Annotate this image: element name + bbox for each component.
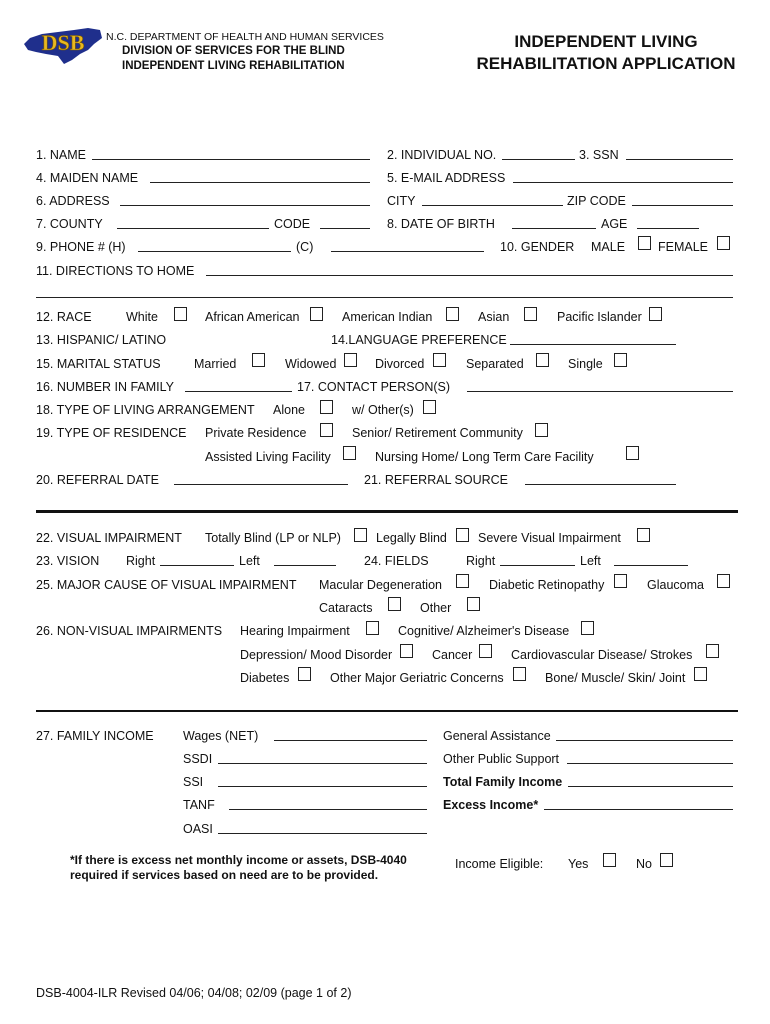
email-field[interactable]	[513, 182, 733, 183]
with-others-label: w/ Other(s)	[352, 403, 414, 417]
race-white-label: White	[126, 310, 158, 324]
dob-label: 8. DATE OF BIRTH	[387, 217, 495, 231]
vision-left-label: Left	[239, 554, 260, 568]
marital-label: 15. MARITAL STATUS	[36, 357, 161, 371]
directions-field-line2[interactable]	[36, 297, 733, 298]
race-pacific-label: Pacific Islander	[557, 310, 642, 324]
address-label: 6. ADDRESS	[36, 194, 110, 208]
race-label: 12. RACE	[36, 310, 92, 324]
ssdi-label: SSDI	[183, 752, 213, 766]
referral-source-field[interactable]	[525, 484, 676, 485]
vision-right-field[interactable]	[160, 565, 234, 566]
living-label: 18. TYPE OF LIVING ARRANGEMENT	[36, 403, 255, 417]
gender-label: 10. GENDER	[500, 240, 575, 254]
nursing-home-checkbox[interactable]	[626, 446, 639, 460]
individual-no-label: 2. INDIVIDUAL NO.	[387, 148, 497, 162]
city-field[interactable]	[422, 205, 563, 206]
residence-label: 19. TYPE OF RESIDENCE	[36, 426, 187, 440]
directions-field[interactable]	[206, 275, 733, 276]
directions-label: 11. DIRECTIONS TO HOME	[36, 264, 195, 278]
totally-blind-label: Totally Blind (LP or NLP)	[205, 531, 341, 545]
hearing-label: Hearing Impairment	[240, 624, 350, 638]
bone-checkbox[interactable]	[694, 667, 707, 681]
alone-label: Alone	[273, 403, 305, 417]
fields-left-field[interactable]	[614, 565, 688, 566]
depression-label: Depression/ Mood Disorder	[240, 648, 393, 662]
total-income-field[interactable]	[568, 786, 733, 787]
referral-date-field[interactable]	[174, 484, 348, 485]
tanf-label: TANF	[183, 798, 215, 812]
dsb-logo-text: DSB	[41, 30, 85, 55]
glaucoma-checkbox[interactable]	[717, 574, 730, 588]
male-label: MALE	[591, 240, 626, 254]
division-name: DIVISION OF SERVICES FOR THE BLIND	[122, 45, 345, 57]
totally-blind-checkbox[interactable]	[354, 528, 367, 542]
single-checkbox[interactable]	[614, 353, 627, 367]
language-field[interactable]	[510, 344, 676, 345]
race-indian-checkbox[interactable]	[446, 307, 459, 321]
section-divider-2	[36, 710, 738, 712]
excess-note-line1: *If there is excess net monthly income or assets, DSB-4040	[70, 853, 407, 867]
address-field[interactable]	[120, 205, 370, 206]
visual-impairment-label: 22. VISUAL IMPAIRMENT	[36, 531, 182, 545]
age-field[interactable]	[637, 228, 699, 229]
senior-community-checkbox[interactable]	[535, 423, 548, 437]
major-cause-label: 25. MAJOR CAUSE OF VISUAL IMPAIRMENT	[36, 578, 297, 592]
severe-impairment-checkbox[interactable]	[637, 528, 650, 542]
county-label: 7. COUNTY	[36, 217, 103, 231]
excess-note-line2: required if services based on need are to be provided.	[70, 868, 379, 882]
nonvisual-label: 26. NON-VISUAL IMPAIRMENTS	[36, 624, 223, 638]
maiden-name-field[interactable]	[150, 182, 370, 183]
program-name: INDEPENDENT LIVING REHABILITATION	[122, 60, 345, 72]
cataracts-label: Cataracts	[319, 601, 373, 615]
name-label: 1. NAME	[36, 148, 87, 162]
legally-blind-checkbox[interactable]	[456, 528, 469, 542]
cancer-checkbox[interactable]	[479, 644, 492, 658]
geriatric-checkbox[interactable]	[513, 667, 526, 681]
age-label: AGE	[601, 217, 628, 231]
vision-right-label: Right	[126, 554, 156, 568]
hispanic-label: 13. HISPANIC/ LATINO	[36, 333, 167, 347]
total-income-label: Total Family Income	[443, 775, 563, 789]
cancer-label: Cancer	[432, 648, 473, 662]
form-footer: DSB-4004-ILR Revised 04/06; 04/08; 02/09 (page 1 of 2)	[36, 986, 352, 1000]
married-checkbox[interactable]	[252, 353, 265, 367]
glaucoma-label: Glaucoma	[647, 578, 704, 592]
income-eligible-label: Income Eligible:	[455, 857, 544, 871]
race-asian-checkbox[interactable]	[524, 307, 537, 321]
individual-no-field[interactable]	[502, 159, 575, 160]
fields-right-label: Right	[466, 554, 496, 568]
race-african-checkbox[interactable]	[310, 307, 323, 321]
legally-blind-label: Legally Blind	[376, 531, 447, 545]
number-family-label: 16. NUMBER IN FAMILY	[36, 380, 174, 394]
referral-date-label: 20. REFERRAL DATE	[36, 473, 159, 487]
vision-left-field[interactable]	[274, 565, 336, 566]
ssdi-field[interactable]	[218, 763, 427, 764]
race-asian-label: Asian	[478, 310, 510, 324]
ssi-label: SSI	[183, 775, 204, 789]
form-title-line2: REHABILITATION APPLICATION	[476, 54, 736, 73]
county-field[interactable]	[117, 228, 269, 229]
zip-label: ZIP CODE	[567, 194, 626, 208]
nursing-home-label: Nursing Home/ Long Term Care Facility	[375, 450, 594, 464]
diabetic-retinopathy-label: Diabetic Retinopathy	[489, 578, 605, 592]
macular-checkbox[interactable]	[456, 574, 469, 588]
family-income-label: 27. FAMILY INCOME	[36, 729, 154, 743]
cardio-label: Cardiovascular Disease/ Strokes	[511, 648, 693, 662]
private-residence-label: Private Residence	[205, 426, 307, 440]
general-assistance-field[interactable]	[556, 740, 733, 741]
phone-cell-label: (C)	[296, 240, 314, 254]
ssn-field[interactable]	[626, 159, 733, 160]
phone-home-label: 9. PHONE # (H)	[36, 240, 126, 254]
section-divider-1	[36, 510, 738, 513]
other-cause-checkbox[interactable]	[467, 597, 480, 611]
ssn-label: 3. SSN	[579, 148, 619, 162]
race-indian-label: American Indian	[342, 310, 433, 324]
vision-label: 23. VISION	[36, 554, 100, 568]
wages-field[interactable]	[274, 740, 427, 741]
divorced-checkbox[interactable]	[433, 353, 446, 367]
maiden-name-label: 4. MAIDEN NAME	[36, 171, 139, 185]
form-title-line1: INDEPENDENT LIVING	[514, 32, 698, 51]
male-checkbox[interactable]	[638, 236, 651, 250]
general-assistance-label: General Assistance	[443, 729, 551, 743]
assisted-living-label: Assisted Living Facility	[205, 450, 331, 464]
cognitive-checkbox[interactable]	[581, 621, 594, 635]
geriatric-label: Other Major Geriatric Concerns	[330, 671, 504, 685]
separated-checkbox[interactable]	[536, 353, 549, 367]
code-label: CODE	[274, 217, 311, 231]
senior-community-label: Senior/ Retirement Community	[352, 426, 523, 440]
diabetes-checkbox[interactable]	[298, 667, 311, 681]
contact-field[interactable]	[467, 391, 733, 392]
widowed-checkbox[interactable]	[344, 353, 357, 367]
phone-home-field[interactable]	[138, 251, 291, 252]
diabetic-retinopathy-checkbox[interactable]	[614, 574, 627, 588]
zip-field[interactable]	[632, 205, 733, 206]
alone-checkbox[interactable]	[320, 400, 333, 414]
fields-left-label: Left	[580, 554, 601, 568]
bone-label: Bone/ Muscle/ Skin/ Joint	[545, 671, 686, 685]
dob-field[interactable]	[512, 228, 596, 229]
eligible-yes-label: Yes	[568, 857, 589, 871]
oasi-field[interactable]	[218, 833, 427, 834]
city-label: CITY	[387, 194, 416, 208]
eligible-yes-checkbox[interactable]	[603, 853, 616, 867]
language-label: 14.LANGUAGE PREFERENCE	[331, 333, 507, 347]
cardio-checkbox[interactable]	[706, 644, 719, 658]
race-pacific-checkbox[interactable]	[649, 307, 662, 321]
dept-name: N.C. DEPARTMENT OF HEALTH AND HUMAN SERVICES	[106, 31, 384, 43]
email-label: 5. E-MAIL ADDRESS	[387, 171, 506, 185]
depression-checkbox[interactable]	[400, 644, 413, 658]
diabetes-label: Diabetes	[240, 671, 290, 685]
number-family-field[interactable]	[185, 391, 292, 392]
excess-income-field[interactable]	[544, 809, 733, 810]
female-label: FEMALE	[658, 240, 709, 254]
hearing-checkbox[interactable]	[366, 621, 379, 635]
wages-label: Wages (NET)	[183, 729, 259, 743]
other-cause-label: Other	[420, 601, 452, 615]
eligible-no-label: No	[636, 857, 652, 871]
code-field[interactable]	[320, 228, 370, 229]
eligible-no-checkbox[interactable]	[660, 853, 673, 867]
ssi-field[interactable]	[218, 786, 427, 787]
fields-label: 24. FIELDS	[364, 554, 429, 568]
name-field[interactable]	[92, 159, 370, 160]
fields-right-field[interactable]	[500, 565, 575, 566]
excess-income-label: Excess Income*	[443, 798, 539, 812]
referral-source-label: 21. REFERRAL SOURCE	[364, 473, 509, 487]
with-others-checkbox[interactable]	[423, 400, 436, 414]
married-label: Married	[194, 357, 237, 371]
separated-label: Separated	[466, 357, 524, 371]
private-residence-checkbox[interactable]	[320, 423, 333, 437]
tanf-field[interactable]	[229, 809, 427, 810]
other-public-field[interactable]	[567, 763, 733, 764]
severe-impairment-label: Severe Visual Impairment	[478, 531, 621, 545]
other-public-label: Other Public Support	[443, 752, 560, 766]
divorced-label: Divorced	[375, 357, 425, 371]
single-label: Single	[568, 357, 603, 371]
assisted-living-checkbox[interactable]	[343, 446, 356, 460]
female-checkbox[interactable]	[717, 236, 730, 250]
race-african-label: African American	[205, 310, 300, 324]
oasi-label: OASI	[183, 822, 213, 836]
macular-label: Macular Degeneration	[319, 578, 442, 592]
cognitive-label: Cognitive/ Alzheimer's Disease	[398, 624, 570, 638]
cataracts-checkbox[interactable]	[388, 597, 401, 611]
phone-cell-field[interactable]	[331, 251, 484, 252]
race-white-checkbox[interactable]	[174, 307, 187, 321]
contact-label: 17. CONTACT PERSON(S)	[297, 380, 451, 394]
widowed-label: Widowed	[285, 357, 337, 371]
